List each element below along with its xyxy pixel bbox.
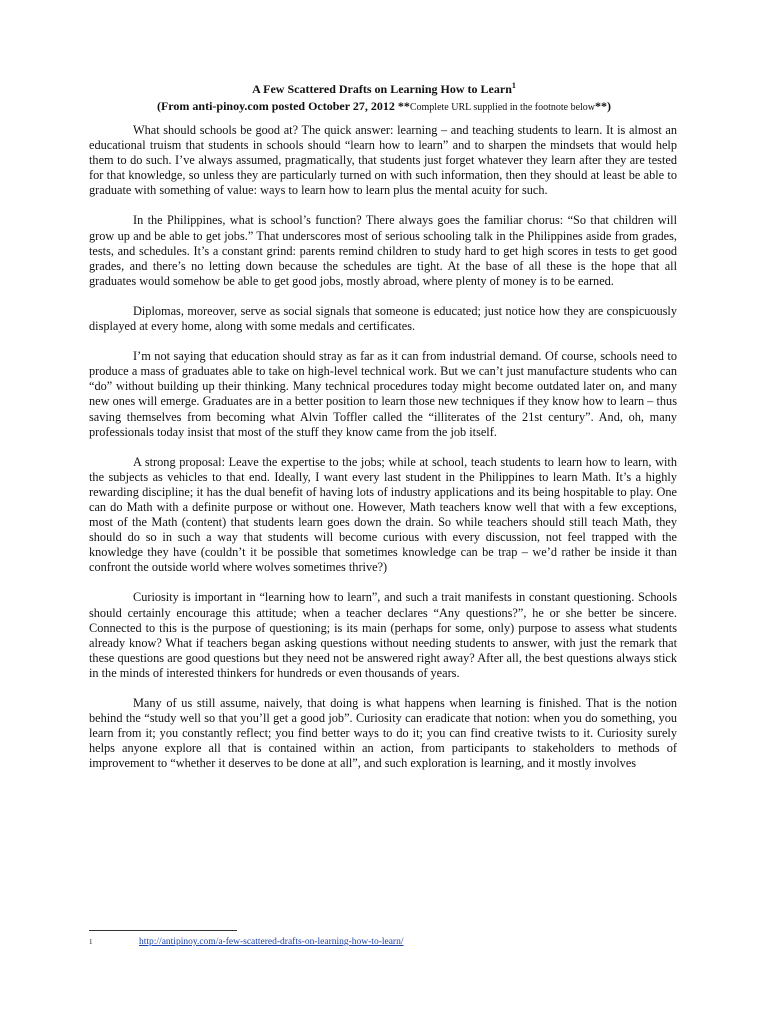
title-block: [60, 77, 708, 116]
subtitle-end: **): [595, 99, 612, 113]
subtitle-note: Complete URL supplied in the footnote below: [409, 102, 596, 113]
title-text: A Few Scattered Drafts on Learning How to Learn: [252, 82, 512, 96]
paragraph-4: I’m not saying that education should stray as far as it can from industrial demand. Of course, schools need to produce a mass of graduates able to take on high-level technical work. But we can’t just manufacture students who can “do” without building up their thinking. Many technical procedures today might become outdated later on, and many new ones will emerge. Graduates are in a better position to learn those new techniques if they know how to learn – thus saving themselves from becoming what Alvin Toffler called the “illiterates of the 21st century”. And, oh, many professionals today insist that most of the stuff they know came from the job itself.: [89, 349, 677, 439]
paragraph-6: Curiosity is important in “learning how to learn”, and such a trait manifests in constant questioning. Schools should certainly encourage this attitude; when a teacher declares “Any questions?”, he or she better be sincere. Connected to this is the purpose of questioning; is its main (perhaps for some, only) purpose to assess what students already know? What if teachers began asking questions without needing students to answer, with just the remark that these questions are good questions but they need not be answered right away? After all, the best questions always stick in the minds of interested thinkers for hundreds or even thousands of years.: [89, 590, 677, 680]
paragraph-5: A strong proposal: Leave the expertise to the jobs; while at school, teach students to learn how to learn, with the subjects as vehicles to that end. Ideally, I want every last student in the Philippines to learn Math. It’s a highly rewarding discipline; it has the dual benefit of having lots of industry applications and its being hospitable to play. One can do Math with a definite purpose or without one. However, Math teachers know well that with a few exceptions, most of the Math (content) that students learn goes down the drain. So while teachers should still teach Math, they should do so in such a way that students will become curious with every discussion, not feel trapped with the knowledge they have (couldn’t it be possible that sometimes knowledge can be trap – we’d rather be inside it than confront the outside world where wolves sometimes thrive?): [89, 454, 677, 575]
footnote-divider: [89, 930, 237, 931]
document-subtitle: [60, 98, 708, 116]
document-title: [60, 77, 708, 98]
paragraph-7: Many of us still assume, naively, that doing is what happens when learning is finished. That is the notion behind the “study well so that you’ll get a good job”. Curiosity can eradicate that notion: when you do something, you learn from it; you constantly reflect; you find better ways to do it; you can find creative twists to it. Curiosity surely helps anyone explore all that is contained within an action, from participants to stakeholders to methods of improvement to “whether it deserves to be done at all”, and such exploration is learning, and it mostly involves: [89, 696, 677, 771]
paragraph-1: What should schools be good at? The quick answer: learning – and teaching students to learn. It is almost an educational truism that students in schools should “learn how to learn” and to sharpen the mindsets that would help them to do such. I’ve always assumed, pragmatically, that students just forget whatever they learn after they are tested for that knowledge, so unless they are particularly turned on with such information, then they should at least be able to graduate with something of value: ways to learn how to learn plus the mental acuity for such.: [89, 123, 677, 198]
footnote-link[interactable]: http://antipinoy.com/a-few-scattered-drafts-on-learning-how-to-learn/: [139, 937, 404, 947]
title-footnote-ref[interactable]: 1: [511, 81, 516, 90]
footnote: [89, 936, 404, 948]
paragraph-3: Diplomas, moreover, serve as social signals that someone is educated; just notice how they are conspicuously displayed at every home, along with some medals and certificates.: [89, 303, 677, 334]
document-body: [89, 123, 677, 786]
footnote-mark: 1: [89, 938, 93, 946]
subtitle-text: (From anti-pinoy.com posted October 27, 2012 **: [156, 99, 410, 113]
paragraph-2: In the Philippines, what is school’s function? There always goes the familiar chorus: “So that children will grow up and be able to get jobs.” That underscores most of serious schooling talk in the Philippines aside from grades, tests, and schedules. It’s a constant grind: parents remind children to study hard to get high scores in tests to get good grades, and there’s no letting down because the schedules are tight. At the base of all these is the hope that all graduates would somehow be able to get good jobs, mostly abroad, where plenty of money is to be earned.: [89, 213, 677, 288]
